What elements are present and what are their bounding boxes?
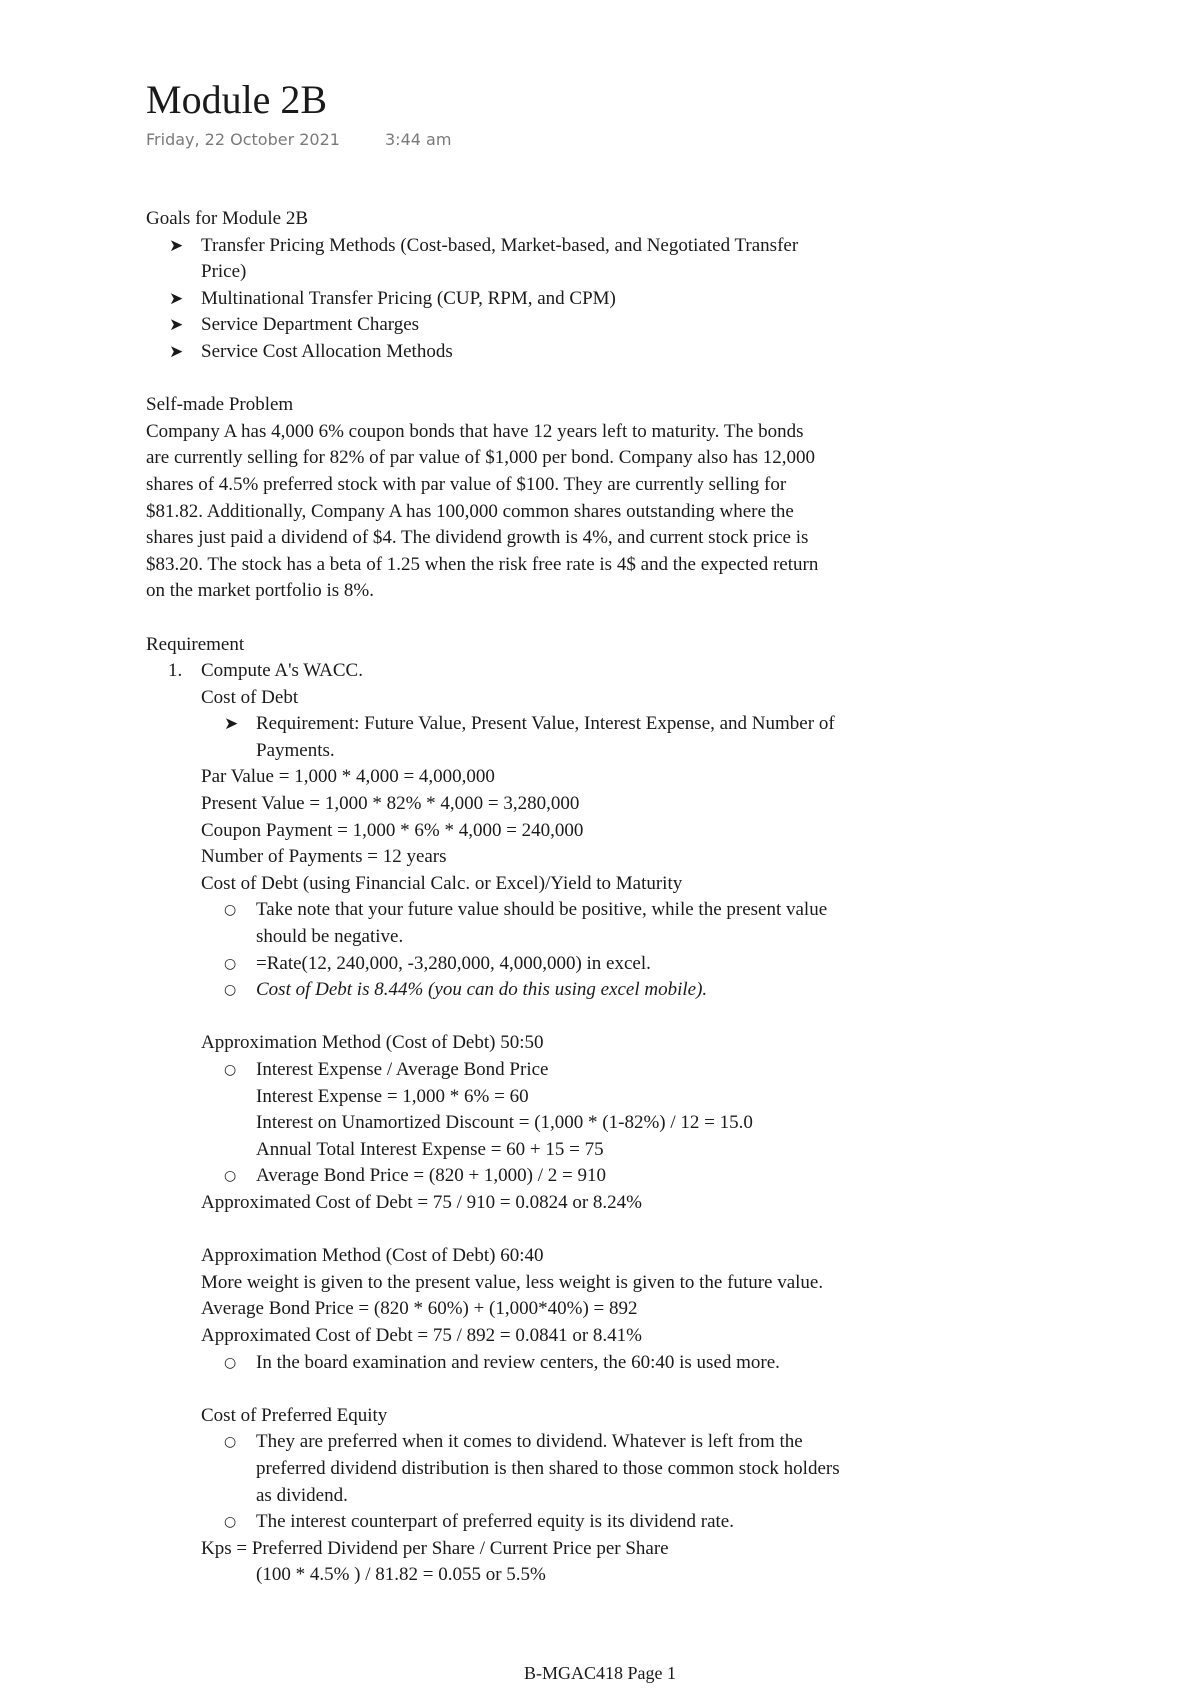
problem-line: $81.82. Additionally, Company A has 100,000 common shares outstanding where the (146, 500, 794, 522)
calc-line: Interest on Unamortized Discount = (1,000 * (1-82%) / 12 = 15.0 (256, 1112, 753, 1134)
arrow-bullet-icon: ➤ (169, 288, 184, 309)
circle-bullet-icon: ○ (224, 1514, 237, 1531)
list-item: ➤ Requirement: Future Value, Present Value, Interest Expense, and Number of (146, 711, 1006, 738)
calc-line: Average Bond Price = (820 * 60%) + (1,000*40%) = 892 (201, 1298, 638, 1320)
arrow-bullet-icon: ➤ (169, 235, 184, 256)
calc-line: Approximated Cost of Debt = 75 / 892 = 0.0841 or 8.41% (201, 1324, 642, 1346)
circle-bullet-icon: ○ (224, 1354, 237, 1371)
note-body (146, 206, 1006, 1589)
cost-of-debt-heading: Cost of Debt (201, 686, 299, 708)
arrow-bullet-icon: ➤ (224, 714, 239, 735)
list-item: ○ They are preferred when it comes to dividend. Whatever is left from the (146, 1429, 1006, 1456)
approx-5050-heading: Approximation Method (Cost of Debt) 50:50 (201, 1032, 544, 1054)
list-item: ○ Take note that your future value should be positive, while the present value (146, 897, 1006, 924)
list-item-continuation: Payments. (256, 739, 335, 761)
problem-heading: Self-made Problem (146, 394, 294, 416)
list-item-continuation: preferred dividend distribution is then shared to those common stock holders (256, 1457, 840, 1479)
calc-line: Annual Total Interest Expense = 60 + 15 = 75 (256, 1138, 604, 1160)
list-item: ○ Average Bond Price = (820 + 1,000) / 2 = 910 (146, 1163, 1006, 1190)
preferred-heading: Cost of Preferred Equity (201, 1404, 388, 1426)
problem-line: shares just paid a dividend of $4. The dividend growth is 4%, and current stock price is (146, 527, 809, 549)
problem-line: are currently selling for 82% of par value of $1,000 per bond. Company also has 12,000 (146, 447, 816, 469)
circle-bullet-icon: ○ (224, 982, 237, 999)
goal-item: ➤ Service Cost Allocation Methods (146, 339, 1006, 366)
problem-line: $83.20. The stock has a beta of 1.25 when the risk free rate is 4$ and the expected return (146, 553, 819, 575)
list-item: ○ =Rate(12, 240,000, -3,280,000, 4,000,000) in excel. (146, 951, 1006, 978)
circle-bullet-icon: ○ (224, 1168, 237, 1185)
calc-line: (100 * 4.5% ) / 81.82 = 0.055 or 5.5% (256, 1564, 546, 1586)
calc-line: Number of Payments = 12 years (201, 846, 447, 868)
circle-bullet-icon: ○ (224, 1062, 237, 1078)
calc-line: Approximated Cost of Debt = 75 / 910 = 0.0824 or 8.24% (201, 1191, 642, 1213)
arrow-bullet-icon: ➤ (169, 315, 184, 336)
problem-line: on the market portfolio is 8%. (146, 580, 374, 602)
list-item: ○ In the board examination and review centers, the 60:40 is used more. (146, 1350, 1006, 1377)
calc-line: Interest Expense = 1,000 * 6% = 60 (256, 1085, 529, 1107)
circle-bullet-icon: ○ (224, 902, 237, 919)
page-title: Module 2B (146, 77, 328, 122)
calc-line: More weight is given to the present value, less weight is given to the future value. (201, 1271, 824, 1293)
circle-bullet-icon: ○ (224, 955, 237, 972)
calc-line: Coupon Payment = 1,000 * 6% * 4,000 = 240,000 (201, 819, 584, 841)
list-number: 1. (168, 660, 183, 682)
calc-line: Par Value = 1,000 * 4,000 = 4,000,000 (201, 766, 495, 788)
circle-bullet-icon: ○ (224, 1434, 237, 1451)
approx-6040-heading: Approximation Method (Cost of Debt) 60:40 (201, 1245, 544, 1267)
list-item: ○ The interest counterpart of preferred equity is its dividend rate. (146, 1509, 1006, 1536)
list-item: ○ Cost of Debt is 8.44% (you can do this using excel mobile). (146, 977, 1006, 1004)
page-date: Friday, 22 October 2021 (146, 130, 340, 149)
page-time: 3:44 am (385, 130, 452, 149)
goal-item-continuation: Price) (201, 261, 247, 283)
list-item-continuation: as dividend. (256, 1484, 348, 1506)
page-footer: B-MGAC418 Page 1 (524, 1663, 676, 1683)
calc-line: Kps = Preferred Dividend per Share / Current Price per Share (201, 1537, 669, 1559)
calc-line: Cost of Debt (using Financial Calc. or Excel)/Yield to Maturity (201, 872, 683, 894)
calc-line: Present Value = 1,000 * 82% * 4,000 = 3,280,000 (201, 793, 580, 815)
goals-heading: Goals for Module 2B (146, 208, 309, 229)
goal-item: ➤ Transfer Pricing Methods (Cost-based, Market-based, and Negotiated Transfer (146, 233, 1006, 260)
list-item-continuation: should be negative. (256, 926, 404, 948)
goal-item: ➤ Multinational Transfer Pricing (CUP, RPM, and CPM) (146, 286, 1006, 313)
problem-line: shares of 4.5% preferred stock with par value of $100. They are currently selling for (146, 473, 787, 495)
requirement-heading: Requirement (146, 633, 245, 655)
arrow-bullet-icon: ➤ (169, 341, 184, 362)
list-item: ○ Interest Expense / Average Bond Price (146, 1057, 1006, 1084)
problem-line: Company A has 4,000 6% coupon bonds that have 12 years left to maturity. The bonds (146, 420, 804, 442)
requirement-item: 1. Compute A's WACC. (146, 658, 1006, 685)
goal-item: ➤ Service Department Charges (146, 312, 1006, 339)
